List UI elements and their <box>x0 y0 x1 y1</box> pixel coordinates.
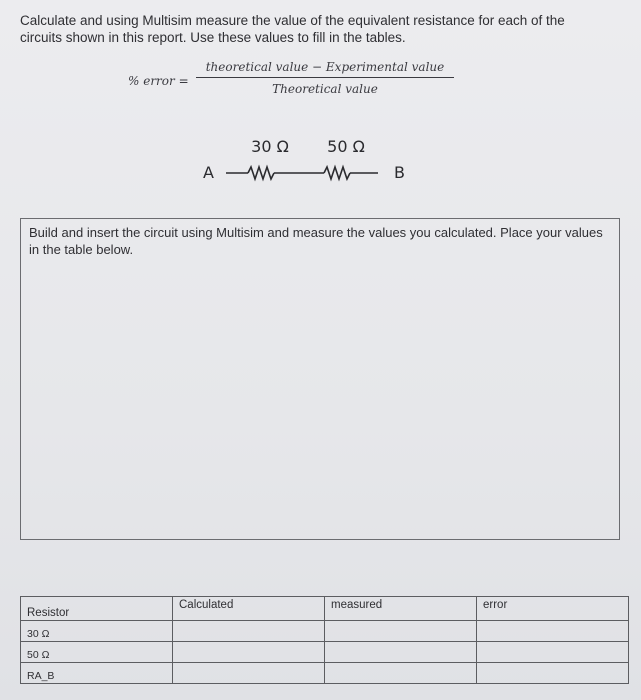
calculated-cell[interactable] <box>173 663 325 684</box>
insert-box-instructions: Build and insert the circuit using Multisim and measure the values you calculated. Place your values in the table below. <box>29 225 603 257</box>
row-label: RA_B <box>21 663 173 684</box>
row-label: 30 Ω <box>21 621 173 642</box>
node-b-label: B <box>394 163 405 182</box>
calculated-cell[interactable] <box>173 642 325 663</box>
resistor-2-zigzag <box>324 167 350 179</box>
error-cell[interactable] <box>477 663 629 684</box>
header-error: error <box>477 597 629 621</box>
results-table <box>20 596 629 684</box>
error-cell[interactable] <box>477 642 629 663</box>
node-a-label: A <box>203 163 214 182</box>
table-row <box>21 642 629 663</box>
percent-error-formula <box>124 60 464 100</box>
formula-fraction <box>196 60 454 96</box>
error-cell[interactable] <box>477 621 629 642</box>
calculated-cell[interactable] <box>173 621 325 642</box>
formula-denominator: Theoretical value <box>272 82 378 96</box>
measured-cell[interactable] <box>325 642 477 663</box>
table-header-row <box>21 597 629 621</box>
circuit-insert-box[interactable] <box>20 218 620 540</box>
header-measured: measured <box>325 597 477 621</box>
table-row <box>21 663 629 684</box>
measured-cell[interactable] <box>325 663 477 684</box>
resistor-2-label: 50 Ω <box>327 137 365 156</box>
instructions-text: Calculate and using Multisim measure the value of the equivalent resistance for each of the circuits shown in this report. Use these values to fill in the tables. <box>20 13 565 45</box>
table-row <box>21 621 629 642</box>
measured-cell[interactable] <box>325 621 477 642</box>
header-resistor: Resistor <box>21 597 173 621</box>
formula-lhs: % error = <box>128 74 189 88</box>
formula-numerator: theoretical value − Experimental value <box>196 60 454 78</box>
row-label: 50 Ω <box>21 642 173 663</box>
header-calculated: Calculated <box>173 597 325 621</box>
resistor-1-zigzag <box>248 167 274 179</box>
series-circuit-diagram <box>196 130 416 190</box>
resistor-1-label: 30 Ω <box>251 137 289 156</box>
